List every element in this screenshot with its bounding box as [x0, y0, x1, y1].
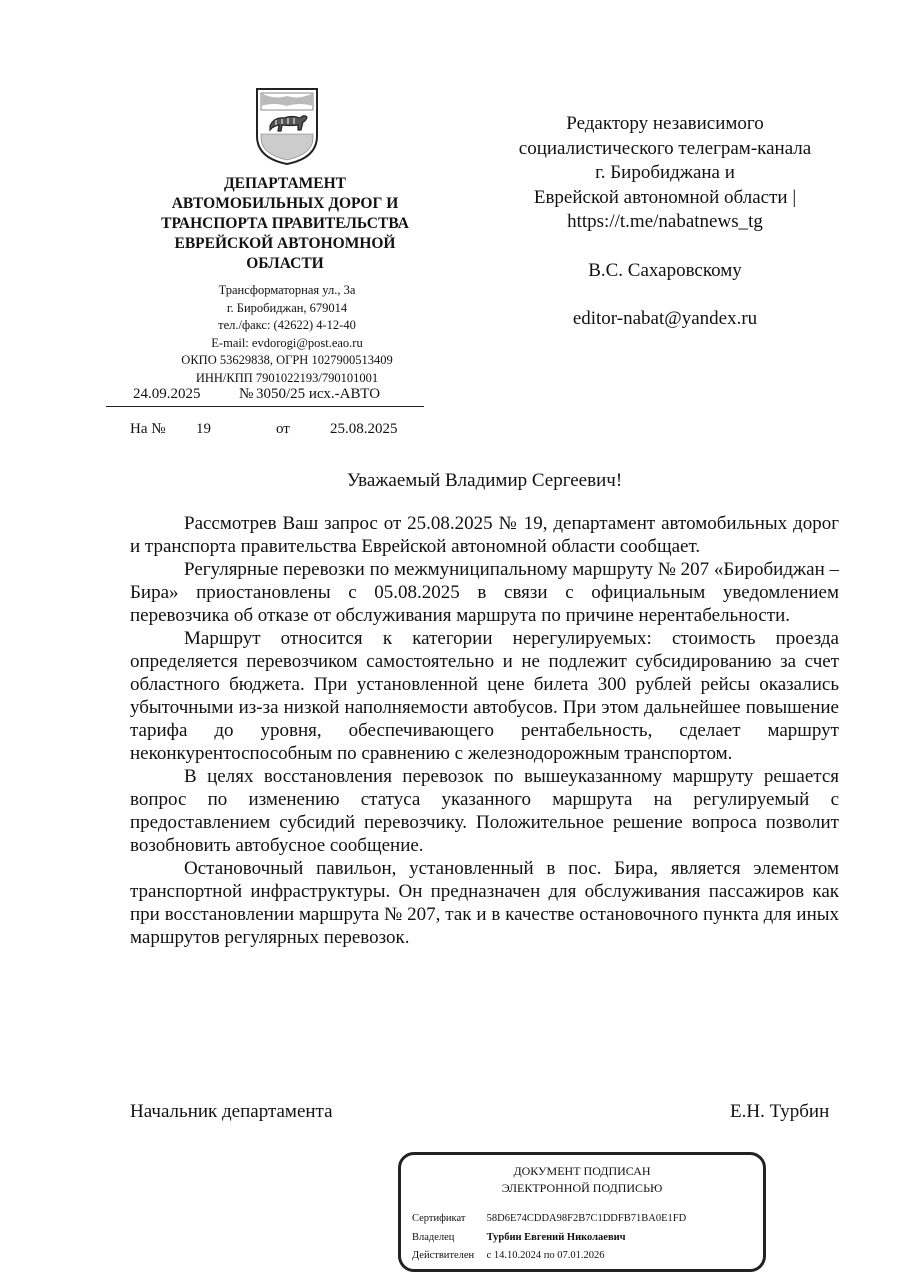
stamp-certificate-label: Сертификат [412, 1213, 466, 1224]
registration-date: 24.09.2025 [133, 386, 201, 402]
signatory-name: Е.Н. Турбин [730, 1101, 830, 1122]
addressee-name: В.С. Сахаровскому [588, 259, 742, 281]
body-paragraph: Регулярные перевозки по межмуниципальному маршруту № 207 «Биробиджан – Бира» приостановлены с 05.08.2025 в связи с официальным уведомлением перевозчика об отказе от обслуживания маршрута по причине нерентабельности. [130, 559, 839, 626]
sender-contacts [130, 282, 444, 387]
stamp-owner-row [412, 1232, 626, 1243]
sender-department-name [130, 174, 440, 274]
body-paragraph: В целях восстановления перевозок по вышеуказанному маршруту решается вопрос по изменению статуса указанного маршрута на регулируемый с предоставлением субсидий перевозчику. Положительное решение вопроса позволит возобновить автобусное сообщение. [130, 766, 839, 856]
sender-inn-line: ИНН/КПП 7901022193/790101001 [195, 370, 379, 385]
sender-phone-line: тел./факс: (42622) 4-12-40 [218, 318, 356, 332]
stamp-validity-row [412, 1250, 605, 1261]
addressee-link[interactable]: https://t.me/nabatnews_tg [567, 211, 763, 232]
stamp-header [401, 1163, 763, 1197]
addressee-block [470, 112, 860, 332]
letter-body [130, 512, 839, 949]
addressee-line: социалистического телеграм-канала [518, 137, 812, 159]
reference-from-label: от [276, 421, 290, 437]
sender-address-line: Трансформаторная ул., 3а [218, 283, 356, 297]
stamp-owner-label: Владелец [412, 1232, 455, 1243]
sender-name-line: ТРАНСПОРТА ПРАВИТЕЛЬСТВА [161, 215, 409, 232]
electronic-signature-stamp [398, 1152, 766, 1272]
stamp-owner-value: Турбин Евгений Николаевич [486, 1232, 626, 1243]
registration-number: 3050/25 исх.-АВТО [256, 386, 381, 402]
stamp-certificate-row [412, 1213, 686, 1224]
reference-date: 25.08.2025 [330, 421, 398, 437]
sender-city-line: г. Биробиджан, 679014 [226, 300, 348, 315]
registration-number-sign: № [239, 386, 254, 402]
addressee-line: г. Биробиджана и [595, 162, 735, 183]
addressee-line: Редактору независимого [566, 113, 764, 134]
sender-name-line: ДЕПАРТАМЕНТ [223, 175, 347, 192]
body-paragraph: Маршрут относится к категории нерегулируемых: стоимость проезда определяется перевозчиком самостоятельно и не подлежит субсидированию за счет областного бюджета. При установленной цене билета 300 рублей рейсы оказались убыточными из-за низкой наполняемости автобусов. При этом дальнейшее повышение тарифа до уровня, обеспечивающего рентабельность, сделает маршрут неконкурентоспособным по сравнению с железнодорожным транспортом. [130, 628, 839, 764]
stamp-validity-value: с 14.10.2024 по 07.01.2026 [486, 1250, 605, 1261]
stamp-header-line: ДОКУМЕНТ ПОДПИСАН [513, 1164, 651, 1178]
sender-name-line: ОБЛАСТИ [246, 255, 324, 272]
sender-name-line: АВТОМОБИЛЬНЫХ ДОРОГ И [171, 195, 399, 212]
signatory-title: Начальник департамента [130, 1101, 333, 1122]
sender-name-line: ЕВРЕЙСКОЙ АВТОНОМНОЙ [174, 235, 396, 252]
addressee-email[interactable]: editor-nabat@yandex.ru [572, 308, 758, 329]
stamp-certificate-value: 58D6E74CDDA98F2B7C1DDFB71BA0E1FD [486, 1213, 687, 1224]
reference-label: На № [130, 421, 166, 437]
body-paragraph: Остановочный павильон, установленный в пос. Бира, является элементом транспортной инфраструктуры. Он предназначен для обслуживания пассажиров как при восстановлении маршрута № 207, так и в качестве остановочного пункта для иных маршрутов регулярных перевозок. [130, 858, 839, 948]
stamp-header-line: ЭЛЕКТРОННОЙ ПОДПИСЬЮ [501, 1181, 663, 1195]
registration-line [106, 386, 424, 407]
salutation: Уважаемый Владимир Сергеевич! [346, 470, 623, 491]
sender-email-line: E-mail: evdorogi@post.eao.ru [211, 335, 363, 350]
coat-of-arms-icon [254, 86, 320, 166]
addressee-line: Еврейской автономной области | [533, 186, 797, 208]
sender-okpo-line: ОКПО 53629838, ОГРН 1027900513409 [181, 353, 393, 367]
stamp-validity-label: Действителен [412, 1250, 475, 1261]
body-paragraph: Рассмотрев Ваш запрос от 25.08.2025 № 19, департамент автомобильных дорог и транспорта правительства Еврейской автономной области сообщает. [130, 513, 839, 557]
reference-number: 19 [196, 421, 211, 437]
